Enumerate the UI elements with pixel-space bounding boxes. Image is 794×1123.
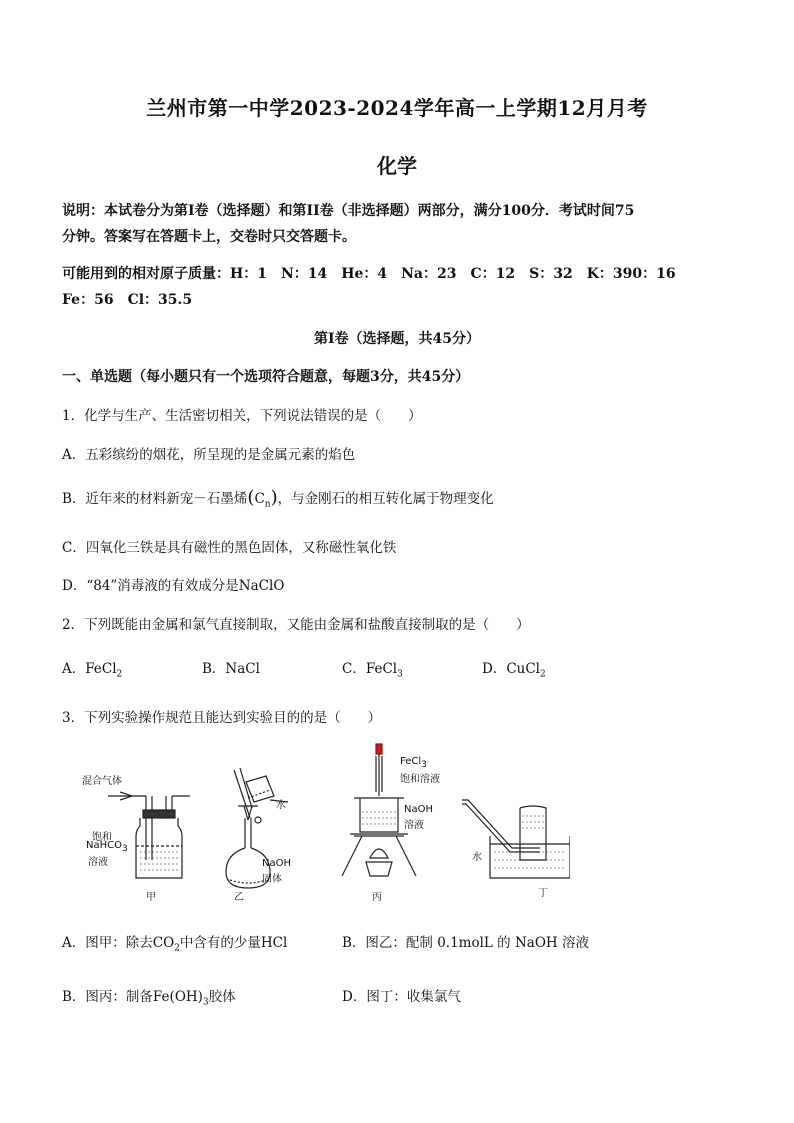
label-saturated-solution: 饱和溶液 (400, 774, 440, 785)
q3-option-d: D．图丁：收集氯气 (342, 989, 461, 1005)
label-naoh-yi: NaOH (262, 858, 291, 869)
label-water-ding: 水 (472, 852, 482, 863)
q2-option-b: B．NaCl (202, 661, 260, 677)
q3-c-text: B．图丙：制备Fe (62, 989, 170, 1005)
q1-option-b: B．近年来的材料新宠－石墨烯$(C_n)$，与金刚石的相互转化属于物理变化 (62, 487, 494, 510)
label-fecl3 (400, 756, 427, 770)
label-fecl3-text: FeCl (400, 756, 422, 767)
part-title: 一、单选题（每小题只有一个选项符合题意，每题3分，共45分） (62, 369, 470, 385)
q2-d-text: D．CuCl (482, 661, 540, 677)
q3-c-post: 胶体 (208, 989, 236, 1005)
q2-d-sub: 2 (540, 669, 546, 680)
q3-option-c (62, 985, 236, 1008)
q1-b-text: B．近年来的材料新宠－石墨烯 (62, 491, 248, 507)
label-naoh-bing: NaOH (404, 804, 433, 815)
q1-option-d: D．“84”消毒液的有效成分是NaClO (62, 578, 285, 594)
q3-c-sub: 3 (202, 997, 209, 1008)
q2-option-d (482, 657, 546, 680)
q3-option-a (62, 931, 287, 954)
q2-a-sub: 2 (116, 669, 123, 680)
q2-option-c (342, 657, 403, 680)
q3-apparatus-figure (70, 740, 570, 910)
q2-stem: 2．下列既能由金属和氯气直接制取，又能由金属和盐酸直接制取的是（ ） (62, 617, 530, 633)
q3-a-post: 中含有的少量HCl (179, 935, 288, 951)
q1-option-a: A．五彩缤纷的烟花，所呈现的是金属元素的焰色 (62, 447, 356, 463)
atomic-mass-line2: Fe：56 Cl：35.5 (62, 292, 193, 308)
q3-a-sub: 2 (174, 943, 180, 954)
q2-a-text: A．FeCl (62, 661, 117, 677)
label-jia: 甲 (146, 892, 156, 903)
atomic-mass-line1: 可能用到的相对原子质量：H：1 N：14 He：4 Na：23 C：12 S：32 K：390：16 (62, 266, 676, 282)
q3-c-paren: (OH) (169, 989, 203, 1005)
q2-c-text: C．FeCl (342, 661, 398, 677)
label-solution-bing: 溶液 (404, 820, 424, 831)
figure-ding-collection (462, 800, 570, 878)
subject-title: 化学 (377, 154, 417, 178)
label-fecl3-sub: 3 (421, 760, 427, 770)
label-solid: 固体 (262, 874, 282, 885)
label-bing: 丙 (372, 892, 382, 903)
q1-option-c: C．四氧化三铁是具有磁性的黑色固体，又称磁性氧化铁 (62, 540, 397, 556)
label-saturated: 饱和 (92, 832, 112, 843)
q1-b-formula: C (254, 491, 265, 507)
label-ding: 丁 (538, 888, 548, 899)
exam-title: 兰州市第一中学2023-2024学年高一上学期12月月考 (146, 96, 648, 120)
q3-option-b: B．图乙：配制 0.1molL 的 NaOH 溶液 (342, 935, 589, 951)
label-nahco3 (86, 840, 128, 854)
q1-stem: 1．化学与生产、生活密切相关，下列说法错误的是（ ） (62, 408, 422, 424)
q1-b-sub: n (264, 499, 271, 510)
q2-c-sub: 3 (397, 669, 403, 680)
figure-jia-bottle (108, 792, 190, 878)
q3-a-text: A．图甲：除去CO (62, 935, 175, 951)
instructions-line2: 分钟。答案写在答题卡上，交卷时只交答题卡。 (62, 229, 356, 245)
label-solution-jia: 溶液 (88, 857, 108, 868)
section-title: 第I卷（选择题，共45分） (313, 331, 481, 347)
instructions-line1: 说明：本试卷分为第I卷（选择题）和第II卷（非选择题）两部分，满分100分．考试时间75 (62, 203, 635, 219)
q2-option-a (62, 657, 122, 680)
q3-stem: 3．下列实验操作规范且能达到实验目的的是（ ） (62, 710, 382, 726)
label-water-yi: 水 (276, 800, 286, 811)
q1-b-post: ，与金刚石的相互转化属于物理变化 (277, 491, 494, 507)
label-nahco3-sub: 3 (121, 844, 128, 854)
label-yi: 乙 (234, 892, 244, 903)
label-mixed-gas: 混合气体 (82, 776, 122, 787)
label-nahco3-text: NaHCO (86, 840, 122, 851)
